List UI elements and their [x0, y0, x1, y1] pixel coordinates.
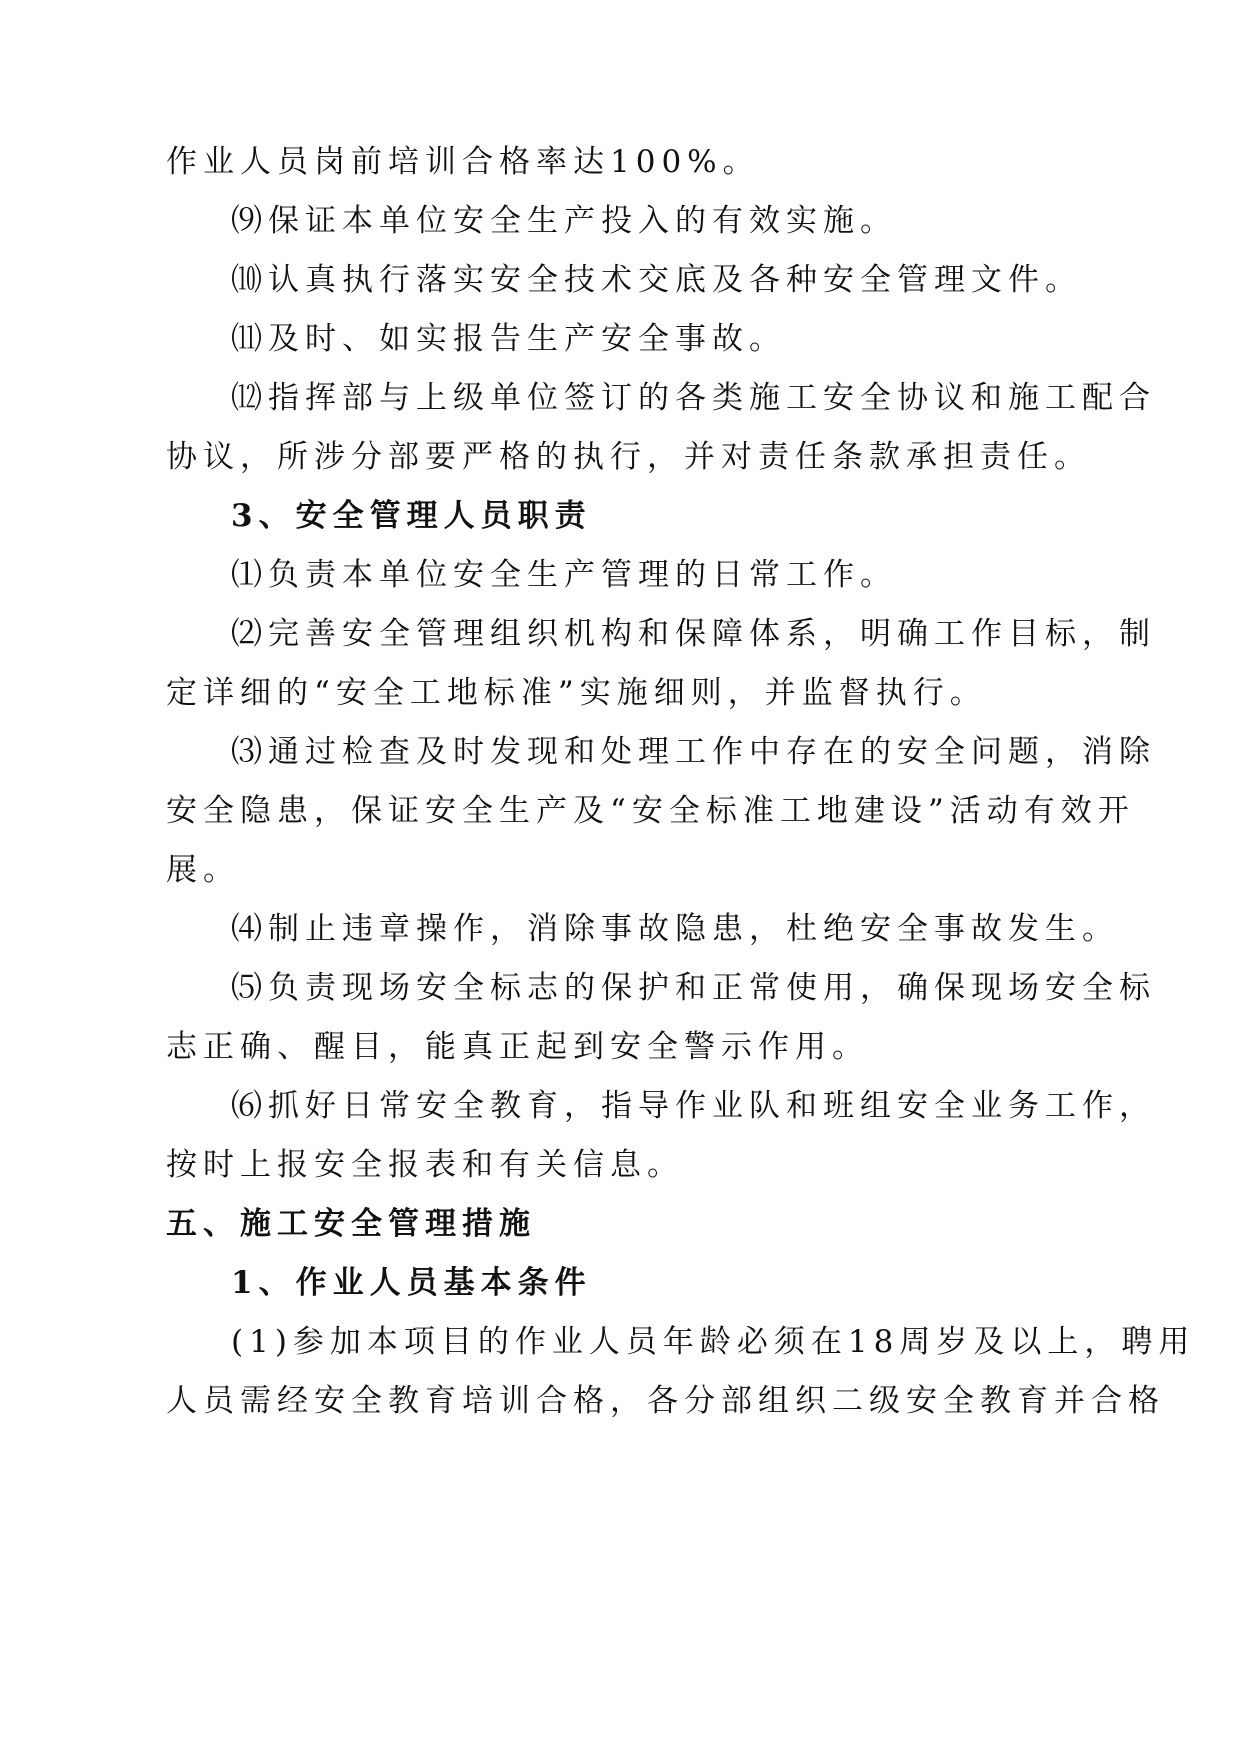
text-line: ⑾及时、如实报告生产安全事故。	[231, 321, 786, 357]
text-line: ⑸负责现场安全标志的保护和正常使用，确保现场安全标	[231, 970, 1156, 1006]
chapter-heading: 五、施工安全管理措施	[166, 1206, 536, 1242]
text-line: ⑵完善安全管理组织机构和保障体系，明确工作目标，制	[231, 616, 1156, 652]
text-line: ⑹抓好日常安全教育，指导作业队和班组安全业务工作，	[231, 1088, 1156, 1124]
text-line: 按时上报安全报表和有关信息。	[166, 1147, 684, 1183]
text-line: ⑶通过检查及时发现和处理工作中存在的安全问题，消除	[231, 734, 1156, 770]
text-line: ⑽认真执行落实安全技术交底及各种安全管理文件。	[231, 262, 1082, 298]
text-line: 协议，所涉分部要严格的执行，并对责任条款承担责任。	[166, 439, 1091, 475]
text-line: ⑿指挥部与上级单位签订的各类施工安全协议和施工配合	[231, 380, 1156, 416]
text-line: 人员需经安全教育培训合格，各分部组织二级安全教育并合格	[166, 1383, 1165, 1419]
text-line: ⑷制止违章操作，消除事故隐患，杜绝安全事故发生。	[231, 911, 1119, 947]
text-line: 作业人员岗前培训合格率达100%。	[166, 144, 760, 180]
text-line: (1)参加本项目的作业人员年龄必须在18周岁及以上，聘用	[231, 1324, 1196, 1360]
text-line: ⑴负责本单位安全生产管理的日常工作。	[231, 557, 897, 593]
text-line: 志正确、醒目，能真正起到安全警示作用。	[166, 1029, 869, 1065]
text-line: 展。	[166, 852, 240, 888]
text-line: 定详细的“安全工地标准”实施细则，并监督执行。	[166, 675, 987, 711]
text-line: ⑼保证本单位安全生产投入的有效实施。	[231, 203, 897, 239]
section-heading: 3、安全管理人员职责	[231, 498, 592, 534]
section-heading: 1、作业人员基本条件	[231, 1265, 592, 1301]
text-line: 安全隐患，保证安全生产及“安全标准工地建设”活动有效开	[166, 793, 1135, 829]
